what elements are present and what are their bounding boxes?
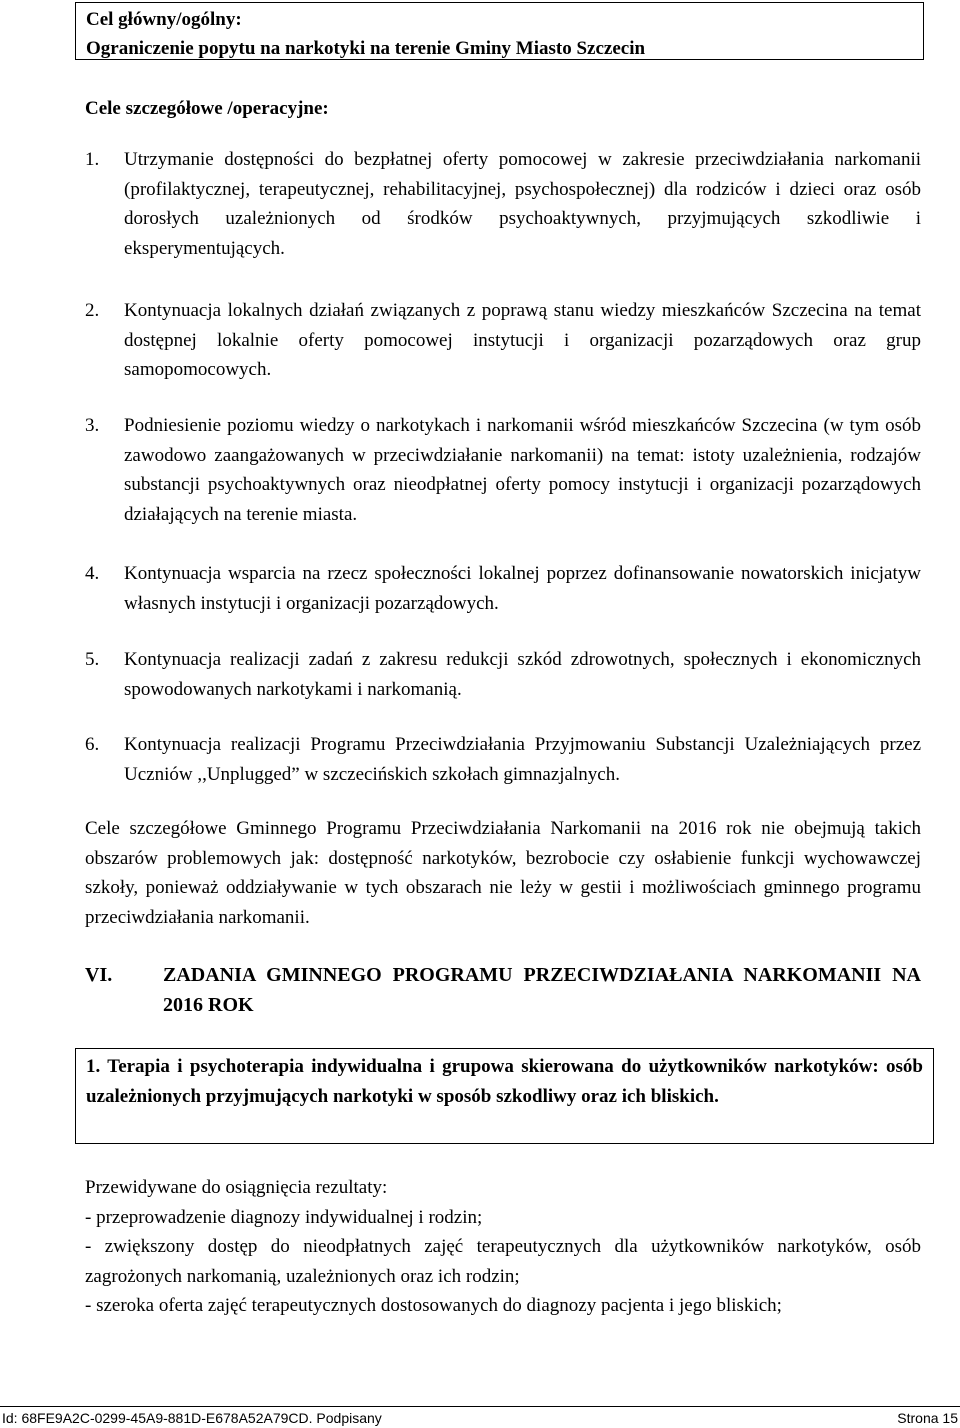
list-item-number: 1. — [85, 149, 100, 170]
specific-goals-heading: Cele szczegółowe /operacyjne: — [85, 98, 329, 119]
note-paragraph: Cele szczegółowe Gminnego Programu Przeciwdziałania Narkomanii na 2016 rok nie obejmują takich obszarów problemowych jak: dostępność narkotyków, bezrobocie czy osłabienie funkcji wychowawczej szkoły, ponieważ oddziaływanie w tych obszarach nie leży w gestii i możliwościach gminnego programu przeciwdziałania narkomanii. — [85, 818, 921, 928]
result-item: - przeprowadzenie diagnozy indywidualnej i rodzin; — [85, 1206, 483, 1228]
result-item: - szeroka oferta zajęć terapeutycznych dostosowanych do diagnozy pacjenta i jego bliskich; — [85, 1295, 782, 1316]
list-item-text: Podniesienie poziomu wiedzy o narkotykach i narkomanii wśród mieszkańców Szczecina (w tym osób zawodowo zaangażowanych w przeciwdziałanie narkomanii) na temat: istoty uzależnienia, rodzajów substancji psychoaktywnych oraz nieodpłatnej oferty pomocy instytucji i organizacji pozarządowych działających na terenie miasta. — [124, 415, 921, 525]
list-item-number: 4. — [85, 563, 100, 584]
list-item-text: Kontynuacja wsparcia na rzecz społeczności lokalnej poprzez dofinansowanie nowatorskich inicjatyw własnych instytucji i organizacji pozarządowych. — [124, 563, 921, 614]
results-heading: Przewidywane do osiągnięcia rezultaty: — [85, 1177, 388, 1198]
main-goal-box — [75, 2, 924, 60]
main-goal-label: Cel główny/ogólny: — [86, 9, 242, 30]
result-item: - zwiększony dostęp do nieodpłatnych zajęć terapeutycznych dla użytkowników narkotyków, osób zagrożonych narkomanią, uzależnionych oraz ich rodzin; — [85, 1236, 921, 1287]
section-title: ZADANIA GMINNEGO PROGRAMU PRZECIWDZIAŁANIA NARKOMANII NA 2016 ROK — [163, 964, 921, 1016]
list-item — [85, 411, 921, 529]
task-box: 1. Terapia i psychoterapia indywidualna i grupowa skierowana do użytkowników narkotyków: osób uzależnionych przyjmujących narkotyki w sposób szkodliwy oraz ich bliskich. — [75, 1048, 934, 1144]
list-item-text: Utrzymanie dostępności do bezpłatnej oferty pomocowej w zakresie przeciwdziałania narkomanii (profilaktycznej, terapeutycznej, rehabilitacyjnej, psychospołecznej) dla rodziców i dzieci oraz osób dorosłych uzależnionych od środków psychoaktywnych, przyjmujących szkodliwie i eksperymentujących. — [124, 149, 921, 259]
footer-divider — [0, 1406, 960, 1407]
list-item — [85, 730, 921, 789]
list-item-text: Kontynuacja realizacji Programu Przeciwdziałania Przyjmowaniu Substancji Uzależniających przez Uczniów ,,Unplugged” w szczecińskich szkołach gimnazjalnych. — [124, 734, 921, 785]
list-item — [85, 559, 921, 618]
section-number: VI. — [85, 964, 113, 986]
list-item-number: 5. — [85, 649, 100, 670]
list-item-text: Kontynuacja lokalnych działań związanych z poprawą stanu wiedzy mieszkańców Szczecina na temat dostępnej lokalnie oferty pomocowej instytucji i organizacji pozarządowych oraz grup samopomocowych. — [124, 300, 921, 380]
page-footer — [0, 1408, 960, 1428]
section-heading — [85, 960, 921, 1020]
main-goal-text: Ograniczenie popytu na narkotyki na terenie Gminy Miasto Szczecin — [86, 38, 646, 59]
page-number: Strona 15 — [897, 1410, 958, 1426]
list-item — [85, 296, 921, 385]
list-item — [85, 645, 921, 704]
list-item-number: 2. — [85, 300, 100, 321]
list-item-number: 3. — [85, 415, 100, 436]
results-block — [85, 1173, 921, 1321]
list-item-text: Kontynuacja realizacji zadań z zakresu redukcji szkód zdrowotnych, społecznych i ekonomicznych spowodowanych narkotykami i narkomanią. — [124, 649, 921, 700]
document-id: Id: 68FE9A2C-0299-45A9-881D-E678A52A79CD. Podpisany — [2, 1410, 382, 1426]
list-item-number: 6. — [85, 734, 100, 755]
list-item — [85, 145, 921, 263]
